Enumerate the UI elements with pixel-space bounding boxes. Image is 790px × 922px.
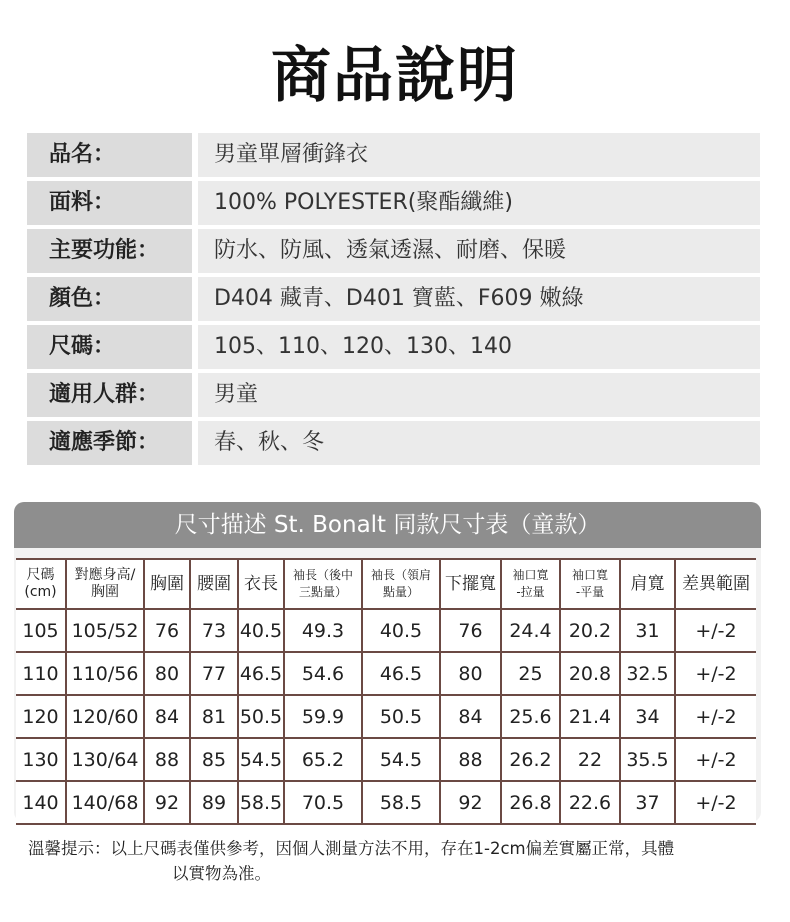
note-line-1: 溫馨提示：以上尺碼表僅供參考，因個人測量方法不用，存在1-2cm偏差實屬正常，具體 [28, 839, 675, 858]
column-header-line: -平量 [575, 585, 605, 599]
column-header [144, 559, 190, 609]
table-cell: 84 [440, 695, 501, 738]
table-cell: 59.9 [284, 695, 362, 738]
table-cell: 54.5 [238, 738, 284, 781]
column-header [560, 559, 620, 609]
spec-value: 105、110、120、130、140 [198, 325, 760, 369]
table-row [16, 781, 756, 824]
spec-row [27, 181, 760, 225]
table-cell: 85 [190, 738, 238, 781]
table-cell: 25 [501, 652, 560, 695]
spec-label: 適應季節： [27, 421, 192, 465]
table-cell: 92 [440, 781, 501, 824]
column-header-line: 袖長（後中 [292, 568, 353, 582]
spec-value: 春、秋、冬 [198, 421, 760, 465]
column-header-line: -拉量 [516, 585, 545, 599]
table-cell: 120/60 [66, 695, 144, 738]
table-cell: 32.5 [620, 652, 675, 695]
table-cell: 58.5 [362, 781, 440, 824]
column-header-line: 胸圍 [91, 584, 119, 600]
column-header-line: 衣長 [244, 573, 278, 594]
column-header-line: 三點量） [298, 585, 347, 599]
column-header [16, 559, 66, 609]
column-header [620, 559, 675, 609]
table-cell: 46.5 [238, 652, 284, 695]
table-cell: 110/56 [66, 652, 144, 695]
table-cell: 50.5 [362, 695, 440, 738]
table-cell: 50.5 [238, 695, 284, 738]
table-cell: 120 [16, 695, 66, 738]
table-cell: 110 [16, 652, 66, 695]
column-header [238, 559, 284, 609]
spec-label: 主要功能： [27, 229, 192, 273]
table-cell: 35.5 [620, 738, 675, 781]
column-header-line: 尺碼 [26, 567, 55, 583]
table-cell: 34 [620, 695, 675, 738]
table-cell: 20.2 [560, 609, 620, 652]
table-cell: 24.4 [501, 609, 560, 652]
table-cell: 81 [190, 695, 238, 738]
column-header-line: 對應身高/ [74, 567, 136, 583]
spec-value: 男童單層衝鋒衣 [198, 133, 760, 177]
spec-label: 品名： [27, 133, 192, 177]
table-cell: 54.5 [362, 738, 440, 781]
column-header-line: 袖長（領肩 [370, 568, 431, 582]
column-header [362, 559, 440, 609]
column-header [501, 559, 560, 609]
spec-row [27, 133, 760, 177]
size-table-head-row [16, 559, 756, 609]
column-header-line: 袖口寬 [512, 568, 549, 582]
table-cell: 37 [620, 781, 675, 824]
table-cell: 40.5 [362, 609, 440, 652]
size-table-header: 尺寸描述 St. Bonalt 同款尺寸表（童款） [14, 502, 761, 548]
table-cell: 105 [16, 609, 66, 652]
table-row [16, 652, 756, 695]
table-cell: 20.8 [560, 652, 620, 695]
size-table [16, 558, 756, 825]
table-cell: 140 [16, 781, 66, 824]
table-cell: +/-2 [675, 609, 756, 652]
column-header-line: 腰圍 [197, 573, 231, 594]
column-header [66, 559, 144, 609]
table-cell: 140/68 [66, 781, 144, 824]
spec-label: 顏色： [27, 277, 192, 321]
table-cell: 130 [16, 738, 66, 781]
table-cell: 105/52 [66, 609, 144, 652]
spec-row [27, 373, 760, 417]
table-cell: 26.8 [501, 781, 560, 824]
spec-row [27, 277, 760, 321]
table-cell: 22 [560, 738, 620, 781]
table-cell: 58.5 [238, 781, 284, 824]
table-cell: 88 [440, 738, 501, 781]
table-cell: 76 [144, 609, 190, 652]
table-cell: +/-2 [675, 695, 756, 738]
table-cell: 54.6 [284, 652, 362, 695]
spec-value: D404 藏青、D401 寶藍、F609 嫩綠 [198, 277, 760, 321]
spec-label: 尺碼： [27, 325, 192, 369]
table-cell: 80 [440, 652, 501, 695]
column-header-line: (cm) [24, 584, 57, 600]
table-cell: 92 [144, 781, 190, 824]
table-cell: 40.5 [238, 609, 284, 652]
column-header-line: 差異範圍 [682, 573, 750, 594]
column-header-line: 肩寬 [630, 573, 665, 594]
table-cell: 77 [190, 652, 238, 695]
table-row [16, 609, 756, 652]
table-cell: 25.6 [501, 695, 560, 738]
page-title: 商品說明 [271, 41, 519, 111]
spec-row [27, 421, 760, 465]
column-header [284, 559, 362, 609]
table-cell: 49.3 [284, 609, 362, 652]
spec-value: 100% POLYESTER(聚酯纖維) [198, 181, 760, 225]
table-cell: 76 [440, 609, 501, 652]
table-cell: 26.2 [501, 738, 560, 781]
table-cell: 70.5 [284, 781, 362, 824]
note-line-2: 以實物為准。 [172, 864, 271, 883]
table-cell: 22.6 [560, 781, 620, 824]
column-header-line: 點量） [382, 585, 419, 599]
spec-label: 適用人群： [27, 373, 192, 417]
column-header [675, 559, 756, 609]
column-header-line: 胸圍 [150, 573, 184, 594]
table-cell: 31 [620, 609, 675, 652]
column-header [190, 559, 238, 609]
table-cell: 21.4 [560, 695, 620, 738]
table-cell: +/-2 [675, 652, 756, 695]
spec-row [27, 325, 760, 369]
spec-label: 面料： [27, 181, 192, 225]
table-cell: 73 [190, 609, 238, 652]
table-cell: 46.5 [362, 652, 440, 695]
table-row [16, 695, 756, 738]
spec-row [27, 229, 760, 273]
table-cell: 88 [144, 738, 190, 781]
spec-value: 男童 [198, 373, 760, 417]
size-disclaimer-note [28, 836, 768, 886]
table-cell: 65.2 [284, 738, 362, 781]
table-cell: +/-2 [675, 781, 756, 824]
column-header-line: 袖口寬 [571, 568, 608, 582]
table-row [16, 738, 756, 781]
column-header [440, 559, 501, 609]
table-cell: 89 [190, 781, 238, 824]
table-cell: +/-2 [675, 738, 756, 781]
table-cell: 130/64 [66, 738, 144, 781]
spec-value: 防水、防風、透氣透濕、耐磨、保暖 [198, 229, 760, 273]
table-cell: 80 [144, 652, 190, 695]
table-cell: 84 [144, 695, 190, 738]
column-header-line: 下擺寬 [445, 573, 496, 594]
